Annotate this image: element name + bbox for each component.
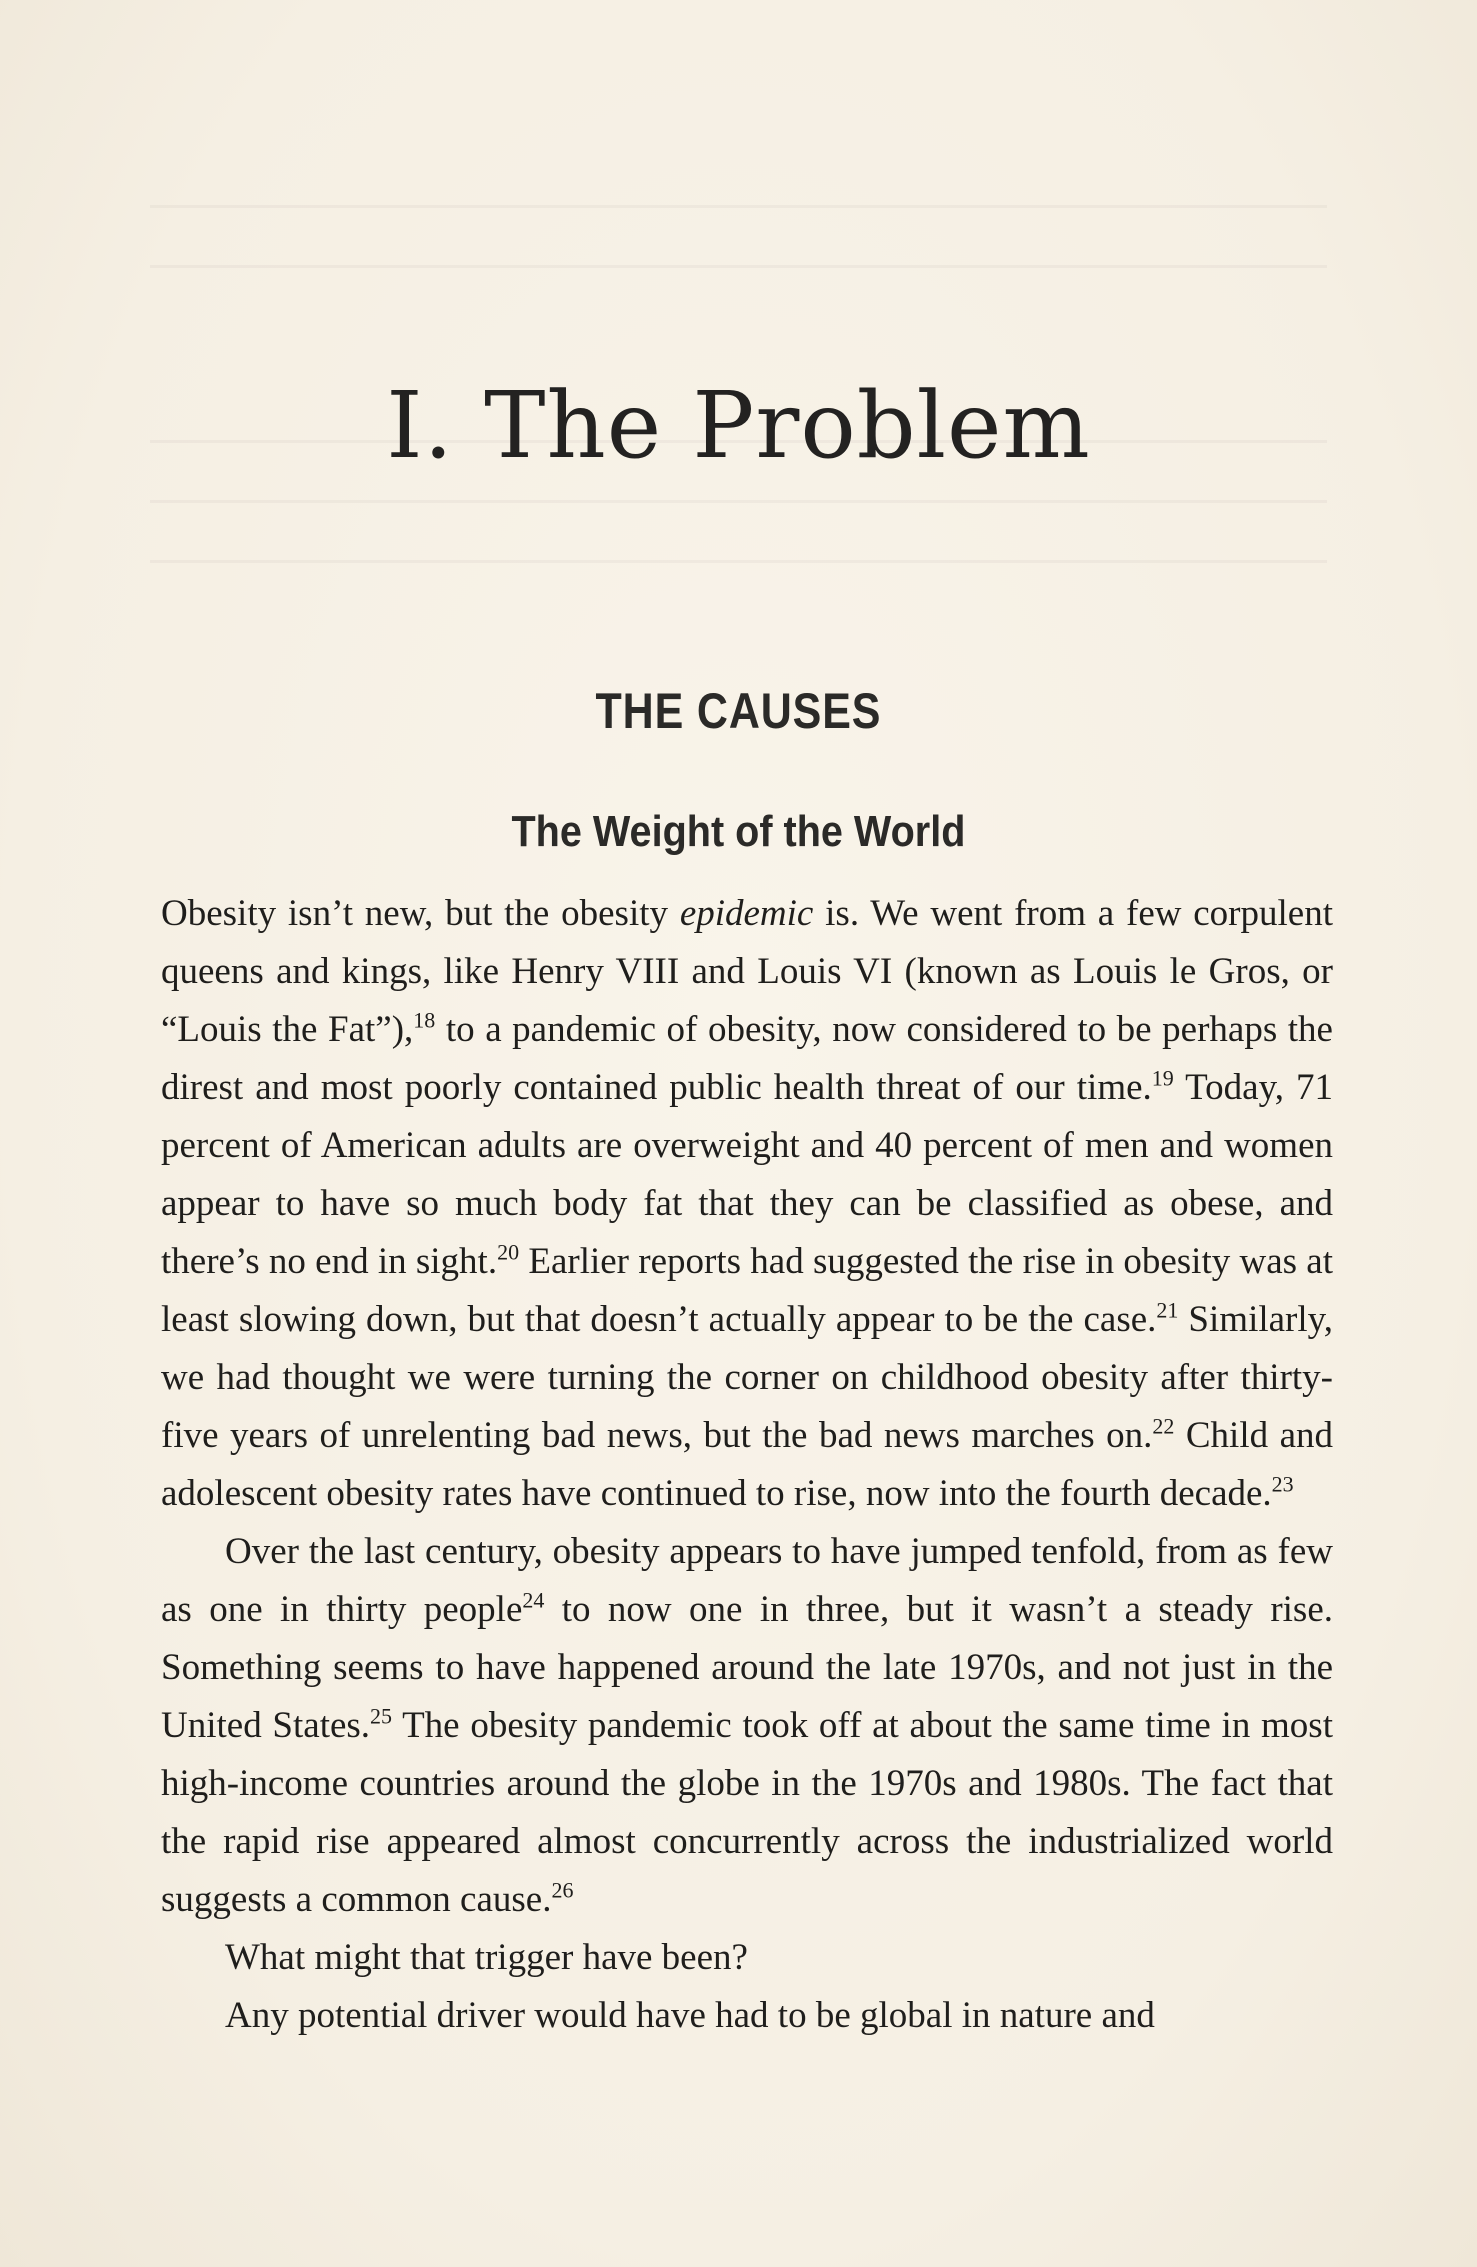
footnote-marker[interactable]: 23	[1271, 1471, 1294, 1497]
text-run: to a pandemic of obesity, now considered to be perhaps the direst and most poorly contained public health threat of our time.	[161, 1009, 1333, 1108]
show-through-line	[150, 560, 1327, 563]
emphasis: epidemic	[679, 893, 814, 934]
text-run: is. We went from a few corpulent queens and kings, like Henry VIII and Louis VI (known as Louis le Gros, or “Louis the Fat”),	[161, 893, 1333, 1050]
footnote-marker[interactable]: 18	[413, 1007, 436, 1033]
paragraph: What might that trigger have been?	[225, 1937, 748, 1978]
text-run: Child and adolescent obesity rates have continued to rise, now into the fourth decade.	[161, 1415, 1333, 1514]
footnote-marker[interactable]: 25	[370, 1703, 393, 1729]
footnote-marker[interactable]: 26	[551, 1877, 574, 1903]
section-heading: THE CAUSES	[595, 682, 882, 739]
text-run: The obesity pandemic took off at about the same time in most high-income countries around the globe in the 1970s and 1980s. The fact that the rapid rise appeared almost concurrently across the industrialized world suggests a common cause.	[161, 1705, 1333, 1920]
show-through-line	[150, 205, 1327, 208]
footnote-marker[interactable]: 20	[497, 1239, 520, 1265]
text-run: Today, 71 percent of American adults are overweight and 40 percent of men and women appear to have so much body fat that they can be classified as obese, and there’s no end in sight.	[161, 1067, 1333, 1282]
text-run: Earlier reports had suggested the rise in obesity was at least slowing down, but that doesn’t actually appear to be the case.	[161, 1241, 1333, 1340]
text-run: Over the last century, obesity appears to have jumped tenfold, from as few as one in thirty people	[161, 1531, 1333, 1630]
paragraph: Any potential driver would have had to be global in nature and	[225, 1995, 1155, 2036]
subsection-heading: The Weight of the World	[511, 807, 966, 856]
text-run: Similarly, we had thought we were turning the corner on childhood obesity after thirty-five years of unrelenting bad news, but the bad news marches on.	[161, 1299, 1333, 1456]
show-through-line	[150, 265, 1327, 268]
footnote-marker[interactable]: 22	[1152, 1413, 1175, 1439]
text-run: Obesity isn’t new, but the obesity	[161, 893, 680, 934]
paragraph	[161, 885, 1333, 1523]
footnote-marker[interactable]: 19	[1151, 1065, 1174, 1091]
footnote-marker[interactable]: 24	[522, 1587, 545, 1613]
paragraph	[161, 1523, 1333, 1929]
text-run: to now one in three, but it wasn’t a steady rise. Something seems to have happened around the late 1970s, and not just in the United States.	[161, 1589, 1333, 1746]
footnote-marker[interactable]: 21	[1156, 1297, 1179, 1323]
show-through-line	[150, 500, 1327, 503]
chapter-title: I. The Problem	[386, 371, 1091, 479]
body-text	[161, 885, 1333, 2045]
